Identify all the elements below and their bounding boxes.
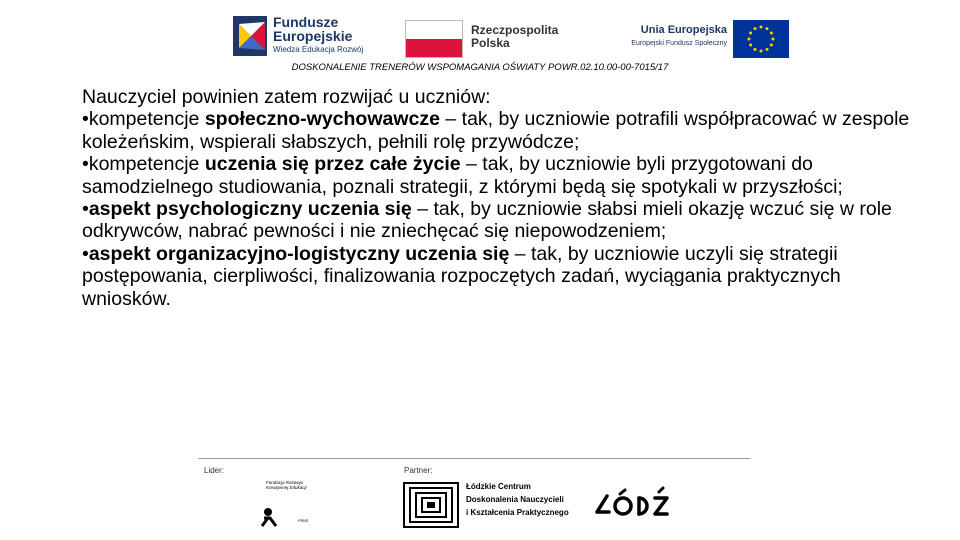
partner-label: Partner: <box>404 466 433 475</box>
fe-star-icon <box>233 16 267 56</box>
project-code-line: DOSKONALENIE TRENERÓW WSPOMAGANIA OŚWIATY POWR.02.10.00-00-7015/17 <box>291 62 669 73</box>
eu-star-icon <box>754 48 757 51</box>
lider-logo-small: FRKE <box>298 518 309 523</box>
eu-star-icon <box>749 44 752 47</box>
eu-star-icon <box>760 50 763 53</box>
ue-title: Unia Europejska <box>640 24 727 36</box>
list-item: •kompetencje uczenia się przez całe życie – tak, by uczniowie byli przygotowani do samodzielnego studiowania, poznali strategii, z którymi będą się spotykali w przyszłości; <box>82 153 843 198</box>
list-item: •aspekt organizacyjno-logistyczny uczenia się – tak, by uczniowie uczyli się strategii postępowania, cierpliwości, finalizowania rozpoczętych zadań, wyciągania praktycznych wniosków. <box>82 242 841 310</box>
lcdn-text: Łódzkie Centrum Doskonalenia Nauczycieli i Kształcenia Praktycznego <box>466 482 569 517</box>
eu-flag-icon <box>733 20 789 58</box>
lider-label: Lider: <box>204 466 225 475</box>
logo-bar <box>233 14 793 60</box>
list-item: •kompetencje społeczno-wychowawcze – tak, by uczniowie potrafili współpracować w zespole koleżeńskim, wspierali słabszych, pełnili rolę przywódcze; <box>82 108 910 153</box>
lodz-logo <box>593 484 675 524</box>
footer-divider <box>198 458 750 459</box>
footer-partners <box>198 458 750 538</box>
rzeczpospolita-polska-logo <box>405 18 575 58</box>
lider-logo-text: Fundacja Rozwoju Kreatywnej Edukacji <box>266 480 307 490</box>
fundusze-europejskie-logo <box>233 14 383 60</box>
fe-subtitle: Wiedza Edukacja Rozwój <box>273 45 364 54</box>
list-item: •aspekt psychologiczny uczenia się – tak, by uczniowie słabsi mieli okazję wczuć się w role odkrywców, nabrać pewności i nie zniechęcać się niepowodzeniem; <box>82 198 892 243</box>
rp-text: Rzeczpospolita Polska <box>471 23 559 50</box>
eu-star-icon <box>772 38 775 41</box>
intro-text: Nauczyciel powinien zatem rozwijać u uczniów: <box>82 86 491 108</box>
unia-europejska-logo <box>603 18 793 58</box>
eu-star-icon <box>766 27 769 30</box>
polish-flag-icon <box>405 20 463 58</box>
fe-title: Fundusze Europejskie <box>273 14 353 44</box>
eu-star-icon <box>770 44 773 47</box>
eu-star-icon <box>749 32 752 35</box>
eu-star-icon <box>770 32 773 35</box>
main-text <box>82 86 912 310</box>
eu-star-icon <box>754 27 757 30</box>
eu-star-icon <box>760 26 763 29</box>
ue-subtitle: Europejski Fundusz Społeczny <box>631 40 727 47</box>
eu-star-icon <box>766 48 769 51</box>
eu-star-icon <box>748 38 751 41</box>
lcdn-square-icon <box>403 482 459 528</box>
